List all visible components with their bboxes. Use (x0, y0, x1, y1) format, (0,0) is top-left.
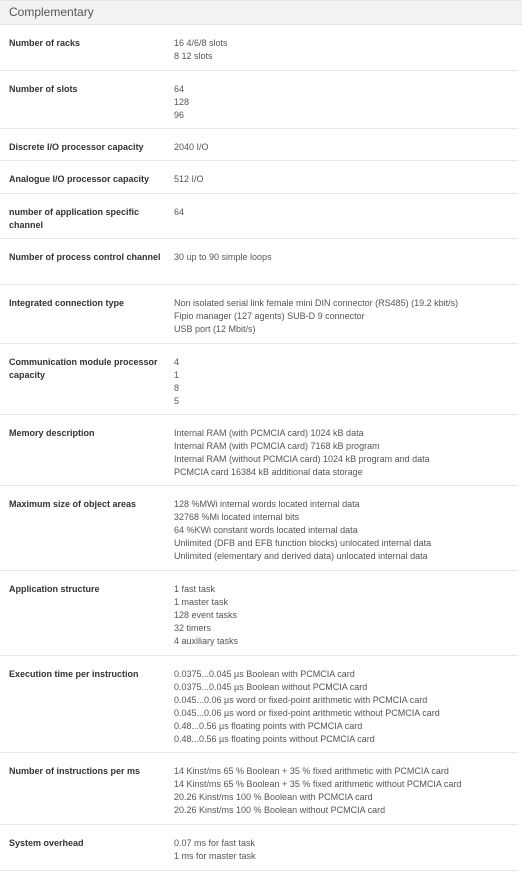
spec-values (174, 825, 518, 870)
spec-values (174, 344, 518, 414)
spec-value: 1 fast task (174, 584, 216, 594)
spec-value: 8 12 slots (174, 51, 213, 61)
spec-value: 32768 %Mi located internal bits (174, 512, 300, 522)
spec-value: 64 %KWi constant words located internal data (174, 525, 358, 535)
spec-value: 512 I/O (174, 174, 204, 184)
spec-label: System overhead (9, 838, 84, 848)
spec-row (0, 71, 518, 129)
spec-value: Internal RAM (with PCMCIA card) 1024 kB data (174, 428, 364, 438)
spec-row (0, 161, 518, 194)
spec-row (0, 239, 518, 285)
spec-value: Fipio manager (127 agents) SUB-D 9 connector (174, 311, 365, 321)
spec-row (0, 415, 518, 486)
spec-value: Unlimited (elementary and derived data) unlocated internal data (174, 551, 428, 561)
spec-values (174, 656, 518, 752)
section-title: Complementary (9, 5, 94, 19)
spec-value: 20.26 Kinst/ms 100 % Boolean without PCMCIA card (174, 805, 386, 815)
spec-row (0, 571, 518, 656)
spec-value: 30 up to 90 simple loops (174, 252, 272, 262)
spec-value: 32 timers (174, 623, 212, 633)
spec-value: 1 (174, 370, 180, 380)
spec-value: 5 (174, 396, 180, 406)
spec-label: Analogue I/O processor capacity (9, 174, 150, 184)
spec-value: 14 Kinst/ms 65 % Boolean + 35 % fixed arithmetic with PCMCIA card (174, 766, 449, 776)
spec-value: 0.48...0.56 µs floating points with PCMCIA card (174, 721, 363, 731)
spec-row (0, 129, 518, 161)
spec-values (174, 415, 518, 485)
spec-value: 0.07 ms for fast task (174, 838, 256, 848)
spec-value: 4 (174, 357, 180, 367)
spec-value: 0.045...0.06 µs word or fixed-point arithmetic without PCMCIA card (174, 708, 440, 718)
spec-value: 1 ms for master task (174, 851, 256, 861)
spec-value: 96 (174, 110, 185, 120)
spec-label: Number of instructions per ms (9, 766, 141, 776)
spec-value: 0.0375...0.045 µs Boolean without PCMCIA card (174, 682, 368, 692)
spec-value: 1 master task (174, 597, 229, 607)
spec-label: Maximum size of object areas (9, 499, 137, 509)
spec-values (174, 285, 518, 343)
spec-value: 64 (174, 207, 185, 217)
spec-row (0, 486, 518, 571)
spec-row (0, 753, 518, 825)
spec-value: 8 (174, 383, 180, 393)
spec-values (174, 129, 518, 160)
spec-label: Communication module processor capacity (9, 357, 158, 380)
spec-value: PCMCIA card 16384 kB additional data storage (174, 467, 363, 477)
spec-value: 14 Kinst/ms 65 % Boolean + 35 % fixed arithmetic without PCMCIA card (174, 779, 462, 789)
spec-label: Number of process control channel (9, 252, 161, 262)
spec-row (0, 656, 518, 753)
spec-values (174, 161, 518, 193)
specs-table (0, 25, 518, 871)
spec-value: Non isolated serial link female mini DIN connector (RS485) (19.2 kbit/s) (174, 298, 459, 308)
spec-value: Internal RAM (with PCMCIA card) 7168 kB program (174, 441, 380, 451)
spec-label: Number of racks (9, 38, 81, 48)
spec-label: Application structure (9, 584, 100, 594)
spec-value: 64 (174, 84, 185, 94)
spec-values (174, 753, 518, 824)
spec-label: Execution time per instruction (9, 669, 139, 679)
spec-value: 16 4/6/8 slots (174, 38, 228, 48)
spec-row (0, 285, 518, 344)
spec-value: Internal RAM (without PCMCIA card) 1024 kB program and data (174, 454, 430, 464)
spec-value: 0.0375...0.045 µs Boolean with PCMCIA card (174, 669, 355, 679)
spec-value: 128 (174, 97, 190, 107)
spec-value: 128 %MWi internal words located internal data (174, 499, 360, 509)
spec-value: 2040 I/O (174, 142, 209, 152)
spec-value: 128 event tasks (174, 610, 238, 620)
spec-label: Memory description (9, 428, 95, 438)
spec-value: Unlimited (DFB and EFB function blocks) unlocated internal data (174, 538, 432, 548)
spec-values (174, 486, 518, 570)
spec-values (174, 71, 518, 128)
spec-label: Number of slots (9, 84, 78, 94)
spec-value: 4 auxiliary tasks (174, 636, 239, 646)
spec-values (174, 239, 518, 284)
spec-values (174, 25, 518, 70)
spec-value: 0.48...0.56 µs floating points without PCMCIA card (174, 734, 375, 744)
spec-values (174, 194, 518, 238)
spec-row (0, 194, 518, 239)
spec-label: number of application specific channel (9, 207, 140, 230)
spec-row (0, 344, 518, 415)
spec-row (0, 25, 518, 71)
spec-value: USB port (12 Mbit/s) (174, 324, 256, 334)
spec-label: Discrete I/O processor capacity (9, 142, 144, 152)
spec-row (0, 825, 518, 871)
spec-label: Integrated connection type (9, 298, 125, 308)
section-header (0, 0, 522, 25)
spec-value: 0.045...0.06 µs word or fixed-point arithmetic with PCMCIA card (174, 695, 428, 705)
spec-values (174, 571, 518, 655)
spec-value: 20.26 Kinst/ms 100 % Boolean with PCMCIA card (174, 792, 373, 802)
